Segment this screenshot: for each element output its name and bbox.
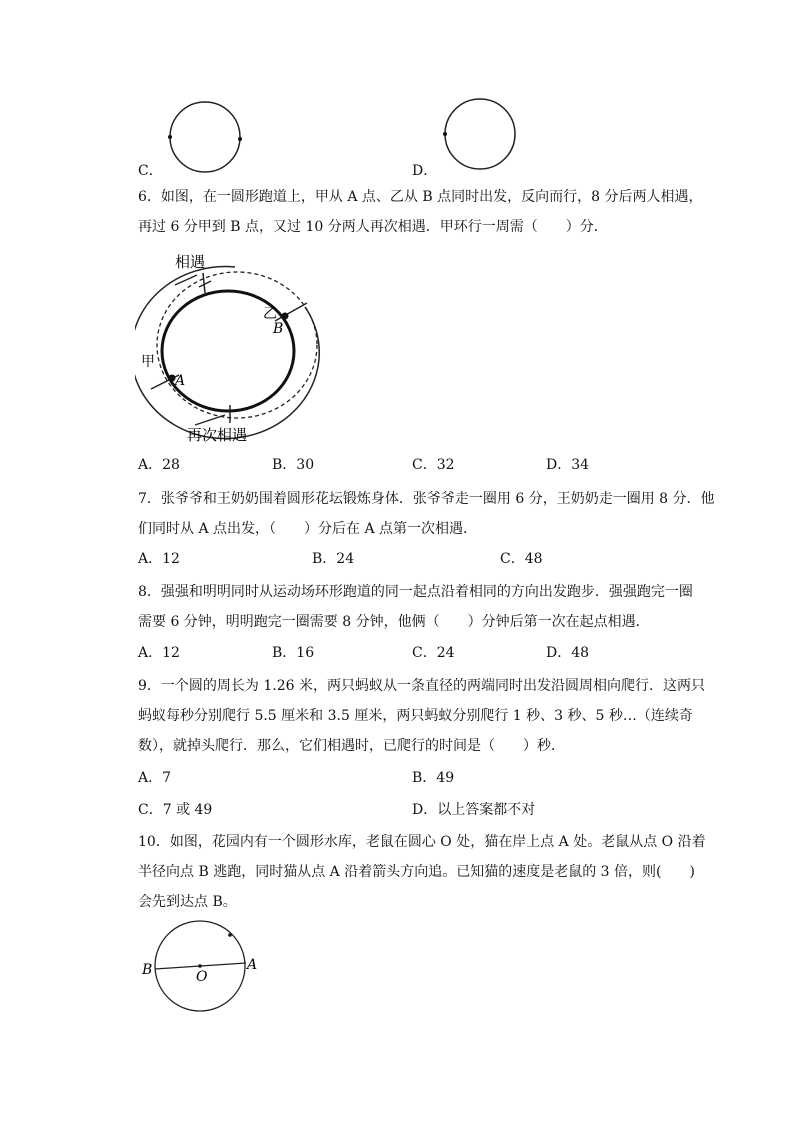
q9-text-line-3: 数），就掉头爬行．那么，它们相遇时，已爬行的时间是（ ）秒． <box>138 738 565 754</box>
q8-text-line-2: 需要 6 分钟，明明跑完一圈需要 8 分钟，他俩（ ）分钟后第一次在起点相遇． <box>138 614 650 630</box>
q9-text-line-1: 9．一个圆的周长为 1.26 米，两只蚂蚁从一条直径的两端同时出发沿圆周相向爬行．这两只 <box>138 678 705 694</box>
q6-option-b: B．30 <box>272 457 315 473</box>
q8-option-a: A．12 <box>138 645 180 661</box>
q8-text-line-1: 8．强强和明明同时从运动场环形跑道的同一起点沿着相同的方向出发跑步．强强跑完一圈 <box>138 584 693 600</box>
q6-track-figure <box>135 245 335 445</box>
q8-option-b: B．16 <box>272 645 315 661</box>
q10-text-line-3: 会先到达点 B。 <box>138 894 237 910</box>
q6-label-a: A <box>175 373 186 389</box>
q6-text-line-2: 再过 6 分甲到 B 点，又过 10 分两人再次相遇．甲环行一周需（ ）分． <box>138 219 608 235</box>
q10-text-line-2: 半径向点 B 逃跑，同时猫从点 A 沿着箭头方向追。已知猫的速度是老鼠的 3 倍，则( ) <box>138 864 695 880</box>
q6-option-c: C．32 <box>412 457 455 473</box>
q6-label-jia: 甲 <box>141 354 155 370</box>
q6-option-a: A．28 <box>138 457 180 473</box>
q10-label-o: O <box>196 969 208 985</box>
q10-label-a: A <box>247 957 258 973</box>
q7-text-line-2: 们同时从 A 点出发，（ ）分后在 A 点第一次相遇． <box>138 521 478 537</box>
q7-option-c: C．48 <box>500 551 543 567</box>
q6-text-line-1: 6．如图，在一圆形跑道上，甲从 A 点、乙从 B 点同时出发，反向而行，8 分后两人相遇， <box>138 189 703 205</box>
q7-option-b: B．24 <box>312 551 355 567</box>
q9-option-b: B．49 <box>412 770 455 786</box>
q7-option-a: A．12 <box>138 551 180 567</box>
q10-label-b: B <box>142 962 153 978</box>
q10-text-line-1: 10．如图，花园内有一个圆形水库，老鼠在圆心 O 处，猫在岸上点 A 处。老鼠从点 O 沿着 <box>138 834 706 850</box>
option-d-label: D． <box>412 163 438 179</box>
q7-text-line-1: 7．张爷爷和王奶奶围着圆形花坛锻炼身体．张爷爷走一圈用 6 分，王奶奶走一圈用 8 分．他 <box>138 491 715 507</box>
option-d-circle-figure <box>438 98 523 173</box>
option-c-label: C． <box>138 163 163 179</box>
q6-label-b: B <box>273 321 284 337</box>
q9-option-c: C．7 或 49 <box>138 802 213 818</box>
q9-option-a: A．7 <box>138 770 172 786</box>
option-c-circle-figure <box>165 100 250 175</box>
q9-text-line-2: 蚂蚁每秒分别爬行 5.5 厘米和 3.5 厘米，两只蚂蚁分别爬行 1 秒、3 秒、5 秒…（连续奇 <box>138 708 693 724</box>
q6-option-d: D．34 <box>546 457 590 473</box>
q8-option-d: D．48 <box>546 645 590 661</box>
q9-option-d: D．以上答案都不对 <box>412 802 536 818</box>
q8-option-c: C．24 <box>412 645 455 661</box>
q6-label-meet-again: 再次相遇 <box>187 426 248 444</box>
q6-label-yi: 乙 <box>263 306 277 322</box>
q10-reservoir-figure <box>138 918 268 1018</box>
q6-label-meet: 相遇 <box>175 253 206 271</box>
